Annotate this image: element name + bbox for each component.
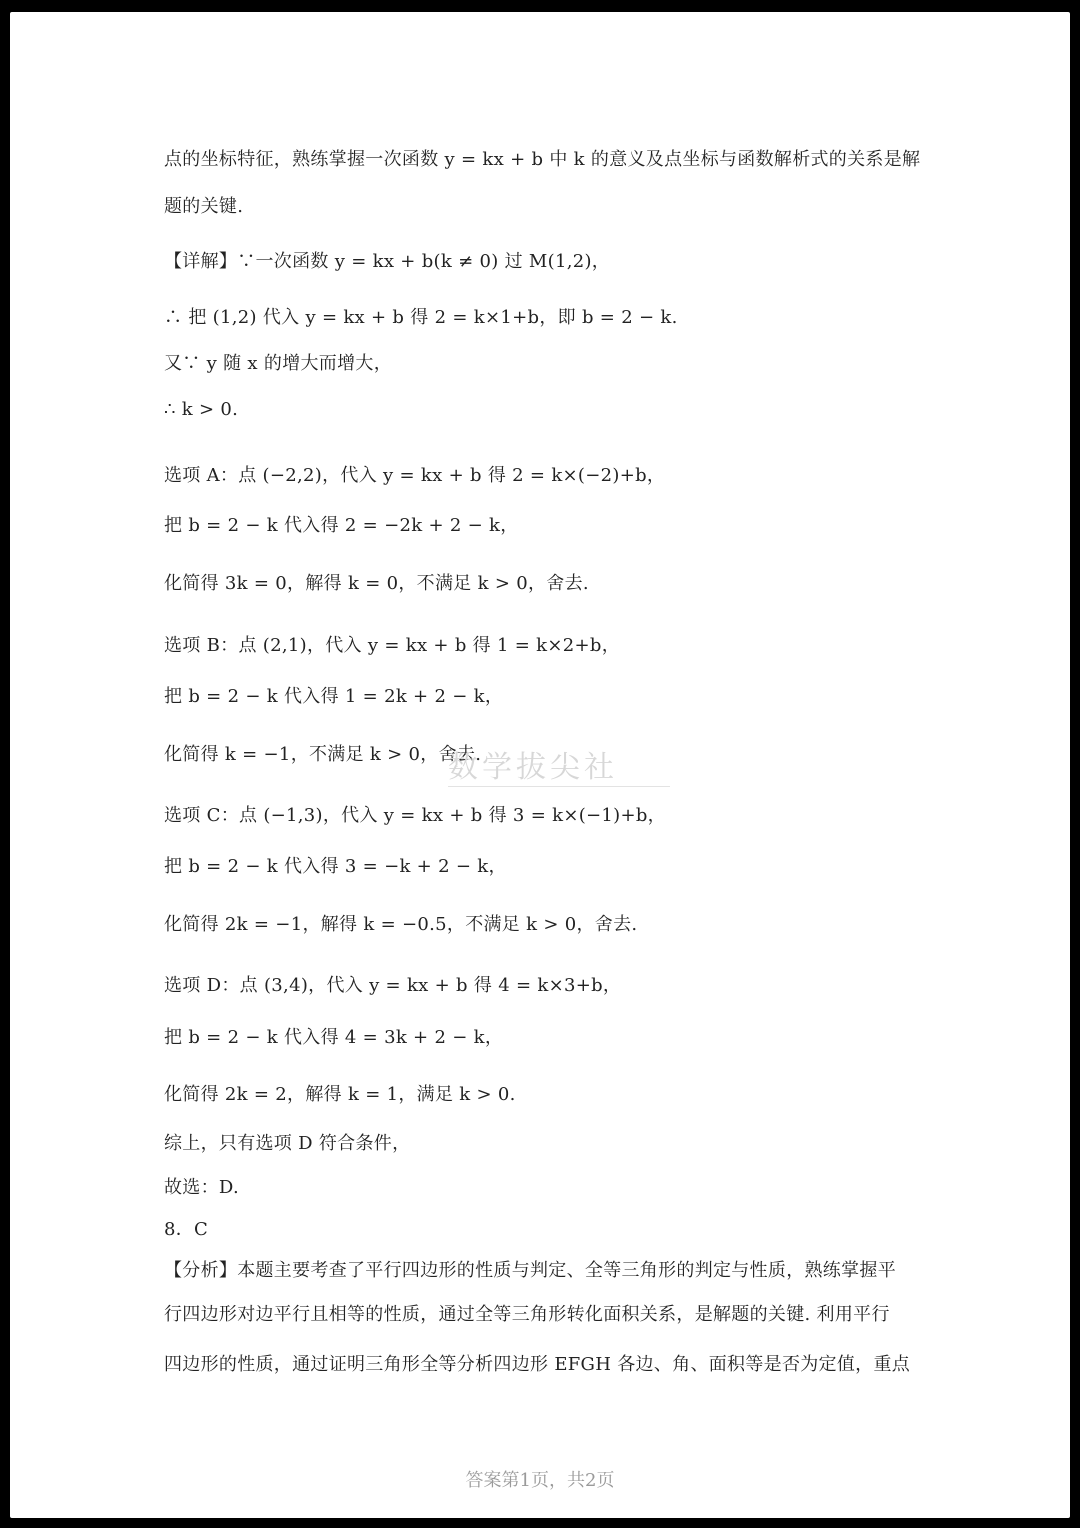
text-line: 选项 A：点 (−2,2)，代入 y = kx + b 得 2 = k×(−2)+b， — [164, 465, 666, 486]
text-line: 把 b = 2 − k 代入得 4 = 3k + 2 − k， — [164, 1027, 504, 1048]
page-footer: 答案第1页，共2页 — [465, 1470, 615, 1491]
text-line: 【详解】∵一次函数 y = kx + b(k ≠ 0) 过 M(1,2)， — [164, 251, 611, 272]
question-number: 8．C — [164, 1219, 209, 1240]
text-line: 点的坐标特征，熟练掌握一次函数 y = kx + b 中 k 的意义及点坐标与函数解析式的关系是解 — [164, 149, 921, 170]
text-line: 化简得 2k = −1，解得 k = −0.5，不满足 k > 0，舍去. — [164, 914, 638, 935]
text-line: 行四边形对边平行且相等的性质，通过全等三角形转化面积关系，是解题的关键. 利用平行 — [164, 1304, 890, 1325]
text-line: 综上，只有选项 D 符合条件， — [164, 1133, 411, 1154]
text-line: 四边形的性质，通过证明三角形全等分析四边形 EFGH 各边、角、面积等是否为定值，重点 — [164, 1354, 911, 1375]
text-line: 化简得 k = −1，不满足 k > 0，舍去. — [164, 744, 482, 765]
text-line: 化简得 2k = 2，解得 k = 1，满足 k > 0. — [164, 1084, 516, 1105]
text-line: 化简得 3k = 0，解得 k = 0，不满足 k > 0，舍去. — [164, 573, 589, 594]
text-line: 选项 B：点 (2,1)，代入 y = kx + b 得 1 = k×2+b， — [164, 635, 621, 656]
text-line: 把 b = 2 − k 代入得 3 = −k + 2 − k， — [164, 856, 507, 877]
watermark-rule — [448, 786, 670, 787]
text-line: 题的关键. — [164, 196, 244, 217]
text-line: 【分析】本题主要考查了平行四边形的性质与判定、全等三角形的判定与性质，熟练掌握平 — [164, 1260, 896, 1281]
text-line: 选项 D：点 (3,4)，代入 y = kx + b 得 4 = k×3+b， — [164, 975, 622, 996]
watermark-text: 数学拔尖社 — [448, 750, 618, 785]
text-line: 把 b = 2 − k 代入得 1 = 2k + 2 − k， — [164, 686, 504, 707]
text-line: 选项 C：点 (−1,3)，代入 y = kx + b 得 3 = k×(−1)+b， — [164, 805, 666, 826]
text-line: 故选：D. — [164, 1177, 240, 1198]
text-line: 又∵ y 随 x 的增大而增大， — [164, 353, 393, 374]
text-line: ∴ 把 (1,2) 代入 y = kx + b 得 2 = k×1+b，即 b = 2 − k. — [164, 307, 678, 328]
text-line: 把 b = 2 − k 代入得 2 = −2k + 2 − k， — [164, 515, 519, 536]
text-line: ∴ k > 0. — [164, 399, 239, 420]
